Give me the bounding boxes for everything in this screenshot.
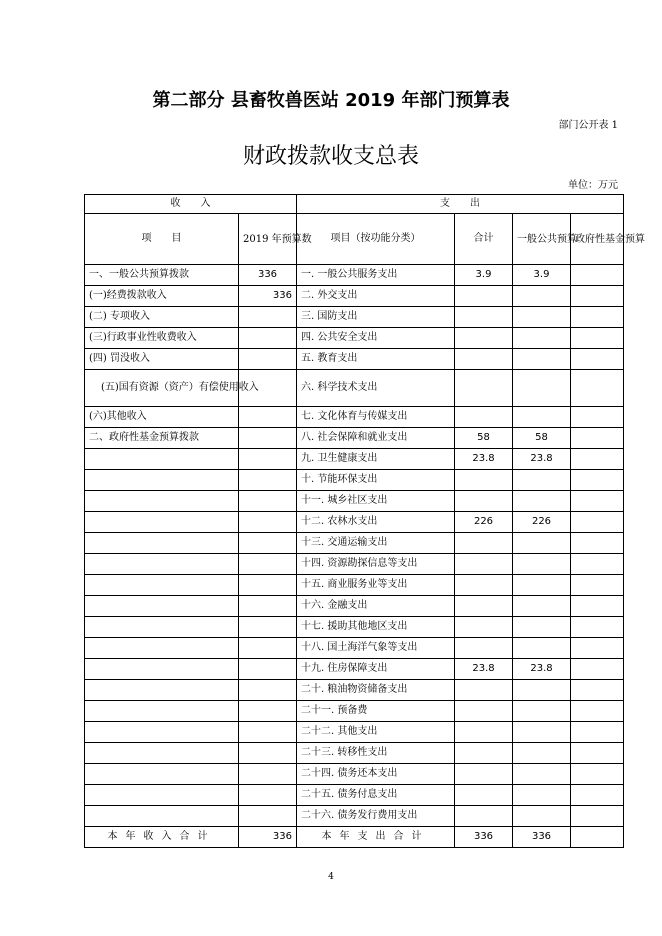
income-amount — [239, 785, 297, 806]
expense-general: 23.8 — [513, 449, 571, 470]
income-amount — [239, 349, 297, 370]
income-item: (三)行政事业性收费收入 — [85, 328, 239, 349]
table-row — [85, 265, 624, 286]
expense-general: 23.8 — [513, 659, 571, 680]
expense-general — [513, 785, 571, 806]
income-amount — [239, 659, 297, 680]
expense-gov-fund — [571, 554, 624, 575]
income-amount — [239, 307, 297, 328]
expense-total — [455, 701, 513, 722]
expense-gov-fund — [571, 470, 624, 491]
expense-item: 十一. 城乡社区支出 — [297, 491, 455, 512]
expense-gov-fund — [571, 617, 624, 638]
expense-item: 二十四. 债务还本支出 — [297, 764, 455, 785]
expense-gov-fund — [571, 533, 624, 554]
income-item — [85, 554, 239, 575]
income-item — [85, 785, 239, 806]
header-row-sections — [85, 195, 624, 214]
table-code: 部门公开表 1 — [558, 120, 618, 131]
expense-gov-fund — [571, 638, 624, 659]
income-item — [85, 596, 239, 617]
table-row — [85, 554, 624, 575]
table-row — [85, 349, 624, 370]
expense-gov-fund — [571, 512, 624, 533]
income-amount — [239, 575, 297, 596]
expense-gov-fund — [571, 680, 624, 701]
table-row — [85, 659, 624, 680]
income-amount: 336 — [239, 265, 297, 286]
document-title: 第二部分 县畜牧兽医站 2019 年部门预算表 — [152, 90, 510, 111]
table-row — [85, 617, 624, 638]
expense-fund-total — [571, 827, 624, 848]
expense-item: 十四. 资源勘探信息等支出 — [297, 554, 455, 575]
expense-general — [513, 349, 571, 370]
expense-general — [513, 806, 571, 827]
expense-general — [513, 722, 571, 743]
expense-total — [455, 286, 513, 307]
income-item: (六)其他收入 — [85, 407, 239, 428]
expense-general — [513, 533, 571, 554]
expense-gov-fund — [571, 701, 624, 722]
income-item — [85, 617, 239, 638]
expense-total — [455, 533, 513, 554]
income-item — [85, 680, 239, 701]
expense-item: 十八. 国土海洋气象等支出 — [297, 638, 455, 659]
expense-item: 十五. 商业服务业等支出 — [297, 575, 455, 596]
income-item: 二、政府性基金预算拨款 — [85, 428, 239, 449]
expense-total — [455, 596, 513, 617]
expense-total — [455, 680, 513, 701]
expense-gov-fund — [571, 596, 624, 617]
table-row — [85, 449, 624, 470]
expense-general — [513, 680, 571, 701]
table-row — [85, 533, 624, 554]
expense-total: 23.8 — [455, 449, 513, 470]
income-item — [85, 449, 239, 470]
expense-total — [455, 349, 513, 370]
expense-item: 二十二. 其他支出 — [297, 722, 455, 743]
col-header-general-budget: 一般公共预算 — [513, 214, 571, 265]
expense-total — [455, 554, 513, 575]
expense-item: 二. 外交支出 — [297, 286, 455, 307]
expense-item: 九. 卫生健康支出 — [297, 449, 455, 470]
expense-gov-fund — [571, 659, 624, 680]
expense-item: 二十一. 预备费 — [297, 701, 455, 722]
income-amount — [239, 764, 297, 785]
expense-item: 十六. 金融支出 — [297, 596, 455, 617]
expense-total — [455, 638, 513, 659]
expense-total — [455, 743, 513, 764]
income-item — [85, 491, 239, 512]
income-amount — [239, 806, 297, 827]
table-row — [85, 512, 624, 533]
expense-item: 二十六. 债务发行费用支出 — [297, 806, 455, 827]
expense-gov-fund — [571, 265, 624, 286]
expense-item: 二十. 粮油物资储备支出 — [297, 680, 455, 701]
expense-total — [455, 470, 513, 491]
expense-total — [455, 722, 513, 743]
expense-general — [513, 617, 571, 638]
expense-item: 四. 公共安全支出 — [297, 328, 455, 349]
expense-gov-fund — [571, 328, 624, 349]
income-amount — [239, 449, 297, 470]
expense-item: 十. 节能环保支出 — [297, 470, 455, 491]
expense-item: 八. 社会保障和就业支出 — [297, 428, 455, 449]
expense-item: 七. 文化体育与传媒支出 — [297, 407, 455, 428]
table-title: 财政拨款收支总表 — [242, 144, 419, 169]
expense-general — [513, 701, 571, 722]
table-row — [85, 491, 624, 512]
table-row — [85, 596, 624, 617]
expense-total — [455, 575, 513, 596]
table-row — [85, 701, 624, 722]
expense-total — [455, 370, 513, 407]
income-total-label: 本年收入合计 — [85, 827, 239, 848]
income-item — [85, 806, 239, 827]
table-row — [85, 638, 624, 659]
income-amount — [239, 596, 297, 617]
income-item — [85, 743, 239, 764]
expense-general — [513, 307, 571, 328]
expense-general — [513, 575, 571, 596]
expense-general — [513, 407, 571, 428]
table-row — [85, 743, 624, 764]
expense-gov-fund — [571, 764, 624, 785]
income-amount: 336 — [239, 286, 297, 307]
expense-general: 58 — [513, 428, 571, 449]
income-section-header: 收 入 — [85, 195, 297, 214]
expense-item: 一. 一般公共服务支出 — [297, 265, 455, 286]
expense-gov-fund — [571, 307, 624, 328]
income-amount — [239, 533, 297, 554]
table-row — [85, 328, 624, 349]
income-item: (二) 专项收入 — [85, 307, 239, 328]
income-amount — [239, 617, 297, 638]
expense-total — [455, 328, 513, 349]
income-amount — [239, 491, 297, 512]
table-row — [85, 785, 624, 806]
expense-item: 十二. 农林水支出 — [297, 512, 455, 533]
expense-item: 三. 国防支出 — [297, 307, 455, 328]
expense-total — [455, 491, 513, 512]
expense-gov-fund — [571, 806, 624, 827]
income-amount — [239, 407, 297, 428]
col-header-expense-item: 项目（按功能分类） — [297, 214, 455, 265]
expense-gov-fund — [571, 491, 624, 512]
table-row — [85, 806, 624, 827]
expense-general — [513, 491, 571, 512]
expense-general — [513, 286, 571, 307]
income-item — [85, 638, 239, 659]
expense-gov-fund — [571, 785, 624, 806]
expense-gov-fund — [571, 286, 624, 307]
expense-section-header: 支 出 — [297, 195, 624, 214]
expense-gov-fund — [571, 449, 624, 470]
table-row — [85, 286, 624, 307]
table-row — [85, 428, 624, 449]
income-amount — [239, 638, 297, 659]
income-amount — [239, 680, 297, 701]
expense-item: 五. 教育支出 — [297, 349, 455, 370]
expense-total — [455, 806, 513, 827]
expense-item: 十三. 交通运输支出 — [297, 533, 455, 554]
budget-table — [84, 194, 645, 848]
expense-total: 58 — [455, 428, 513, 449]
expense-item: 十七. 援助其他地区支出 — [297, 617, 455, 638]
income-item: (一)经费拨款收入 — [85, 286, 239, 307]
expense-general — [513, 370, 571, 407]
expense-general — [513, 638, 571, 659]
page-number: 4 — [328, 872, 334, 882]
income-item — [85, 722, 239, 743]
col-header-gov-fund-budget: 政府性基金预算 — [571, 214, 624, 265]
expense-general: 226 — [513, 512, 571, 533]
table-row — [85, 575, 624, 596]
expense-item: 十九. 住房保障支出 — [297, 659, 455, 680]
expense-item: 二十三. 转移性支出 — [297, 743, 455, 764]
expense-gov-fund — [571, 743, 624, 764]
income-total-amount: 336 — [239, 827, 297, 848]
income-item: (四) 罚没收入 — [85, 349, 239, 370]
expense-general: 3.9 — [513, 265, 571, 286]
expense-total — [455, 307, 513, 328]
total-row — [85, 827, 624, 848]
expense-total-label: 本年支出合计 — [297, 827, 455, 848]
expense-gov-fund — [571, 407, 624, 428]
expense-total: 23.8 — [455, 659, 513, 680]
income-item: (五)国有资源（资产）有偿使用收入 — [85, 370, 239, 407]
income-amount — [239, 701, 297, 722]
expense-general — [513, 743, 571, 764]
expense-general-total: 336 — [513, 827, 571, 848]
income-item — [85, 512, 239, 533]
expense-total — [455, 785, 513, 806]
expense-total: 3.9 — [455, 265, 513, 286]
table-row — [85, 680, 624, 701]
col-header-total: 合计 — [455, 214, 513, 265]
col-header-budget-2019: 2019 年预算数 — [239, 214, 297, 265]
unit-label: 单位：万元 — [568, 180, 618, 191]
table-row — [85, 370, 624, 407]
income-item — [85, 575, 239, 596]
income-item — [85, 764, 239, 785]
income-amount — [239, 328, 297, 349]
expense-total — [455, 407, 513, 428]
expense-total — [455, 617, 513, 638]
expense-total — [455, 764, 513, 785]
expense-general — [513, 554, 571, 575]
income-amount — [239, 722, 297, 743]
table-row — [85, 470, 624, 491]
expense-gov-fund — [571, 370, 624, 407]
expense-item: 六. 科学技术支出 — [297, 370, 455, 407]
expense-general — [513, 596, 571, 617]
header-row-columns — [85, 214, 624, 265]
expense-general — [513, 470, 571, 491]
income-amount — [239, 743, 297, 764]
income-item — [85, 470, 239, 491]
col-header-item: 项 目 — [85, 214, 239, 265]
table-row — [85, 764, 624, 785]
income-item: 一、一般公共预算拨款 — [85, 265, 239, 286]
table-row — [85, 407, 624, 428]
expense-general — [513, 764, 571, 785]
income-amount — [239, 470, 297, 491]
table-row — [85, 722, 624, 743]
expense-gov-fund — [571, 575, 624, 596]
income-item — [85, 533, 239, 554]
expense-total: 226 — [455, 512, 513, 533]
expense-item: 二十五. 债务付息支出 — [297, 785, 455, 806]
expense-gov-fund — [571, 428, 624, 449]
income-amount — [239, 428, 297, 449]
income-amount — [239, 512, 297, 533]
expense-gov-fund — [571, 349, 624, 370]
expense-general — [513, 328, 571, 349]
income-amount — [239, 554, 297, 575]
expense-gov-fund — [571, 722, 624, 743]
expense-total-amount: 336 — [455, 827, 513, 848]
income-item — [85, 701, 239, 722]
income-item — [85, 659, 239, 680]
table-row — [85, 307, 624, 328]
